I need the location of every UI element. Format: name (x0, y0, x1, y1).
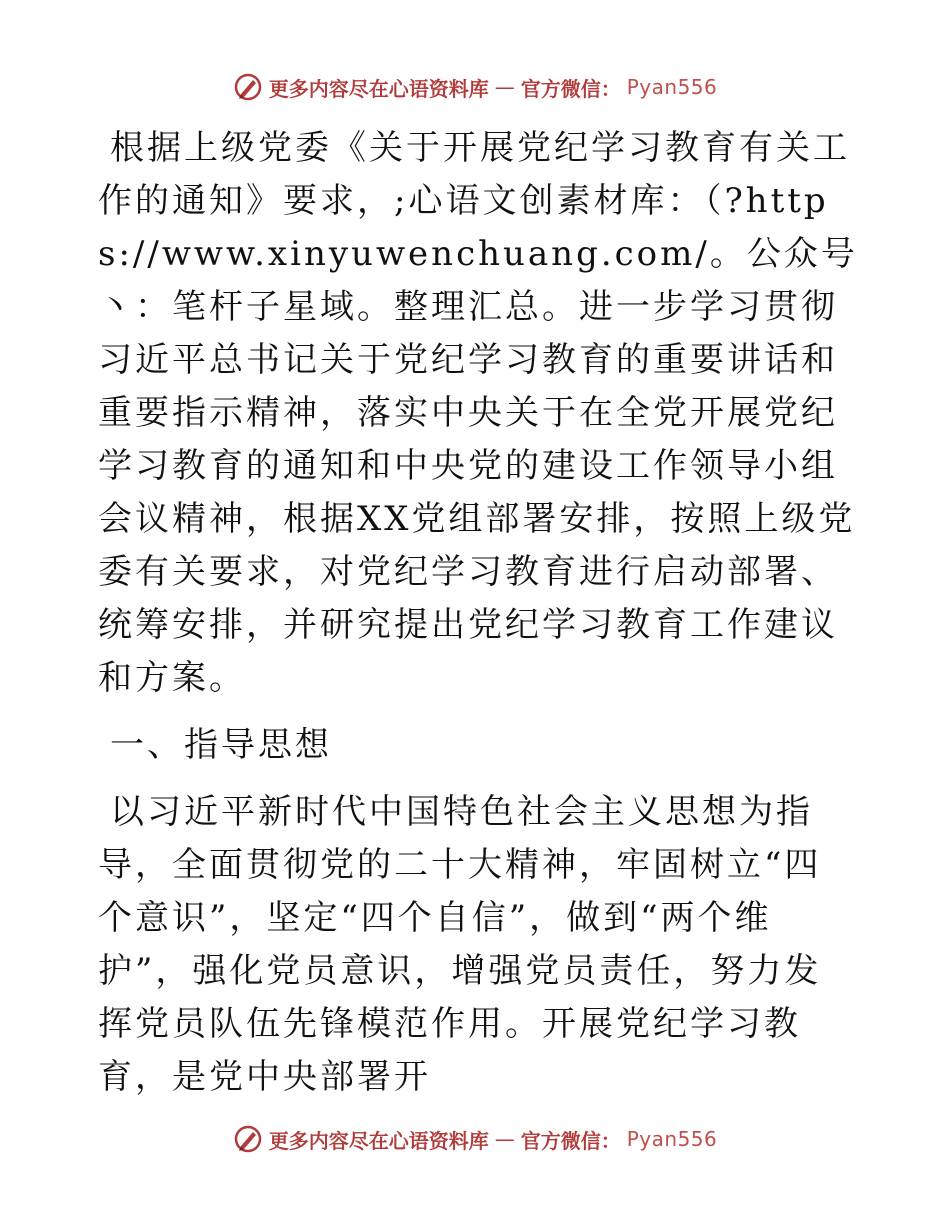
pen-logo-icon (233, 72, 263, 102)
document-body (98, 122, 858, 1104)
header-watermark (0, 72, 950, 102)
watermark-label: 官方微信： (520, 1128, 621, 1153)
watermark-text: 更多内容尽在心语资料库 (268, 76, 489, 101)
watermark-text: 更多内容尽在心语资料库 (268, 1128, 489, 1153)
watermark-account: Pyan556 (626, 75, 718, 99)
pen-logo-icon (233, 1124, 263, 1154)
watermark-separator: — (494, 75, 515, 99)
footer-watermark (0, 1124, 950, 1154)
paragraph-intro: 根据上级党委《关于开展党纪学习教育有关工作的通知》要求，;心语文创素材库：（?https://www.xinyuwenchuang.com/。公众号丶：笔杆子星域。整理汇总。进一步学习贯彻习近平总书记关于党纪学习教育的重要讲话和重要指示精神，落实中央关于在全党开展党纪学习教育的通知和中央党的建设工作领导小组会议精神，根据XX党组部署安排，按照上级党委有关要求，对党纪学习教育进行启动部署、统筹安排，并研究提出党纪学习教育工作建议和方案。 (98, 128, 858, 698)
watermark-label: 官方微信： (520, 76, 621, 101)
watermark-account: Pyan556 (626, 1127, 718, 1151)
section-heading: 一、指导思想 (110, 725, 332, 765)
paragraph-guiding-thought: 以习近平新时代中国特色社会主义思想为指导，全面贯彻党的二十大精神，牢固树立“四个意识”，坚定“四个自信”，做到“两个维护”，强化党员意识，增强党员责任，努力发挥党员队伍先锋模范作用。开展党纪学习教育，是党中央部署开 (98, 792, 822, 1097)
watermark-separator: — (494, 1127, 515, 1151)
